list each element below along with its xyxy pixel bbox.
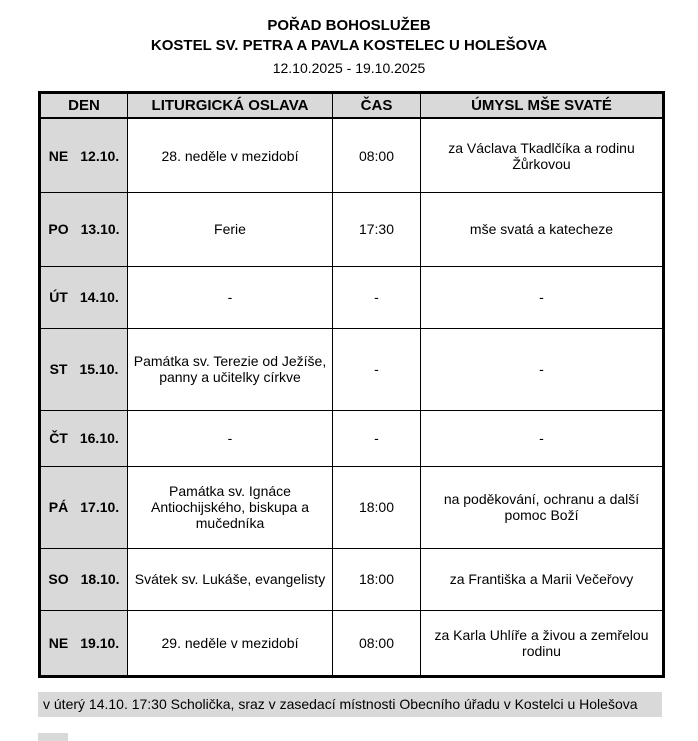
partial-note-block: [38, 733, 68, 741]
footer-note: v úterý 14.10. 17:30 Scholička, sraz v zasedací místnosti Obecního úřadu v Kostelci u Holešova: [38, 692, 662, 717]
time-cell: -: [333, 328, 421, 410]
table-row: [40, 548, 664, 610]
day-abbr: NE: [48, 147, 69, 164]
table-row: [40, 328, 664, 410]
day-abbr: PO: [48, 221, 69, 238]
day-date: 12.10.: [80, 147, 120, 164]
time-cell: 18:00: [333, 466, 421, 548]
intention-cell: za Václava Tkadlčíka a rodinu Žůrkovou: [421, 118, 664, 192]
day-date: 16.10.: [79, 430, 119, 447]
day-abbr: SO: [48, 571, 69, 588]
table-row: [40, 266, 664, 328]
date-range: 12.10.2025 - 19.10.2025: [272, 59, 426, 76]
schedule-table: [38, 91, 665, 678]
celebration-cell: Památka sv. Ignáce Antiochijského, biskupa a mučedníka: [128, 466, 333, 548]
intention-cell: -: [421, 328, 664, 410]
page-title: POŘAD BOHOSLUŽEB: [267, 17, 431, 34]
day-date: 14.10.: [79, 289, 119, 306]
table-row: [40, 610, 664, 676]
day-date: 13.10.: [80, 221, 120, 238]
day-abbr: ÚT: [49, 289, 68, 306]
day-cell: [40, 328, 128, 410]
time-cell: 08:00: [333, 610, 421, 676]
day-cell: [40, 610, 128, 676]
time-cell: 18:00: [333, 548, 421, 610]
celebration-cell: Památka sv. Terezie od Ježíše, panny a učitelky církve: [128, 328, 333, 410]
table-row: [40, 192, 664, 266]
intention-cell: -: [421, 410, 664, 466]
church-name: KOSTEL SV. PETRA A PAVLA KOSTELEC U HOLEŠOVA: [150, 37, 548, 55]
table-body: [40, 118, 664, 676]
celebration-cell: -: [128, 266, 333, 328]
intention-cell: za Karla Uhlíře a živou a zemřelou rodinu: [421, 610, 664, 676]
column-header-den: DEN: [40, 93, 128, 119]
time-cell: -: [333, 266, 421, 328]
day-cell: [40, 118, 128, 192]
day-abbr: ČT: [49, 430, 68, 447]
intention-cell: na poděkování, ochranu a další pomoc Boží: [421, 466, 664, 548]
day-abbr: PÁ: [48, 499, 69, 516]
column-header-cas: ČAS: [333, 93, 421, 119]
day-cell: [40, 466, 128, 548]
day-date: 17.10.: [80, 499, 120, 516]
day-cell: [40, 410, 128, 466]
intention-cell: -: [421, 266, 664, 328]
day-date: 18.10.: [80, 571, 120, 588]
time-cell: 17:30: [333, 192, 421, 266]
celebration-cell: 29. neděle v mezidobí: [128, 610, 333, 676]
intention-cell: za Františka a Marii Večeřovy: [421, 548, 664, 610]
intention-cell: mše svatá a katecheze: [421, 192, 664, 266]
time-cell: 08:00: [333, 118, 421, 192]
day-date: 19.10.: [80, 634, 120, 651]
table-row: [40, 118, 664, 192]
day-date: 15.10.: [79, 361, 119, 378]
column-header-umysl: ÚMYSL MŠE SVATÉ: [421, 93, 664, 119]
day-cell: [40, 192, 128, 266]
time-cell: -: [333, 410, 421, 466]
celebration-cell: Svátek sv. Lukáše, evangelisty: [128, 548, 333, 610]
document-header: [0, 0, 698, 77]
table-header: [40, 93, 664, 119]
celebration-cell: -: [128, 410, 333, 466]
header-row: [40, 93, 664, 119]
day-abbr: ST: [49, 361, 68, 378]
table-row: [40, 410, 664, 466]
column-header-liturgicka-oslava: LITURGICKÁ OSLAVA: [128, 93, 333, 119]
celebration-cell: Ferie: [128, 192, 333, 266]
table-row: [40, 466, 664, 548]
day-cell: [40, 266, 128, 328]
day-cell: [40, 548, 128, 610]
celebration-cell: 28. neděle v mezidobí: [128, 118, 333, 192]
day-abbr: NE: [48, 634, 69, 651]
